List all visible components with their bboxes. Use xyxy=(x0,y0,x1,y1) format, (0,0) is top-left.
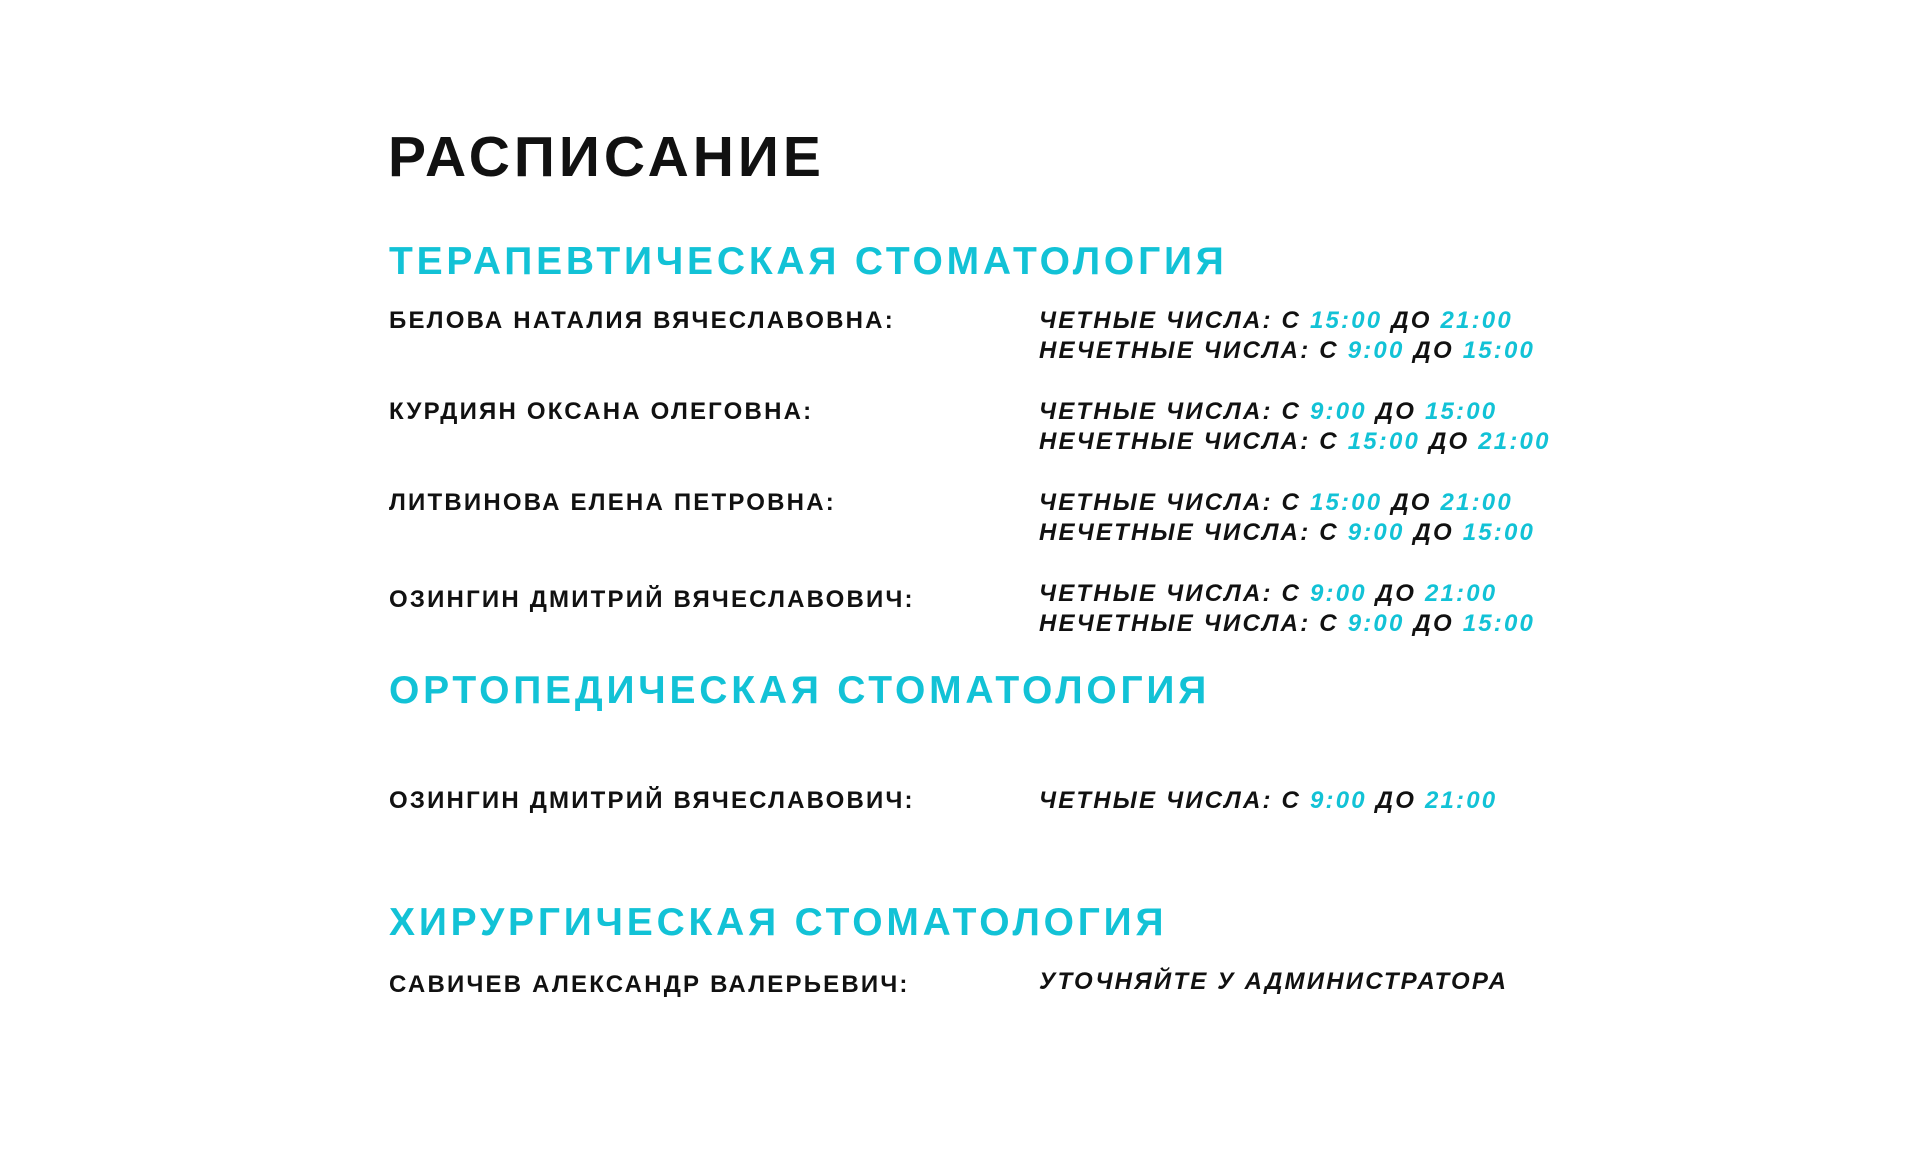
schedule-label: НЕЧЕТНЫЕ ЧИСЛА: С xyxy=(1039,337,1339,364)
schedule-sep: ДО xyxy=(1413,610,1454,637)
schedule-sep: ДО xyxy=(1375,787,1417,814)
schedule-sep: ДО xyxy=(1428,428,1470,455)
page-title: РАСПИСАНИЕ xyxy=(388,125,825,189)
time-to: 21:00 xyxy=(1440,307,1513,334)
schedule-label: ЧЕТНЫЕ ЧИСЛА: С xyxy=(1039,307,1302,334)
time-to: 21:00 xyxy=(1424,787,1498,814)
schedule-label: НЕЧЕТНЫЕ ЧИСЛА: С xyxy=(1039,519,1339,546)
schedule-note: УТОЧНЯЙТЕ У АДМИНИСТРАТОРА xyxy=(1039,968,1509,995)
time-from: 9:00 xyxy=(1347,519,1405,546)
time-from: 9:00 xyxy=(1309,580,1367,607)
time-to: 21:00 xyxy=(1424,580,1498,607)
time-to: 15:00 xyxy=(1424,398,1498,425)
schedule-label: ЧЕТНЫЕ ЧИСЛА: С xyxy=(1039,398,1302,425)
schedule-line xyxy=(1039,518,1535,548)
schedule-sep: ДО xyxy=(1391,489,1432,516)
section-title-orthopedic: ОРТОПЕДИЧЕСКАЯ СТОМАТОЛОГИЯ xyxy=(389,669,1211,712)
section-title-surgical: ХИРУРГИЧЕСКАЯ СТОМАТОЛОГИЯ xyxy=(389,901,1168,944)
schedule-line xyxy=(1039,579,1497,609)
doctor-name: БЕЛОВА НАТАЛИЯ ВЯЧЕСЛАВОВНА: xyxy=(389,307,895,334)
time-from: 9:00 xyxy=(1309,787,1367,814)
doctor-name: ЛИТВИНОВА ЕЛЕНА ПЕТРОВНА: xyxy=(389,489,836,516)
time-to: 21:00 xyxy=(1478,428,1551,455)
doctor-name: КУРДИЯН ОКСАНА ОЛЕГОВНА: xyxy=(389,398,814,425)
schedule-line xyxy=(1039,488,1513,518)
time-from: 9:00 xyxy=(1309,398,1367,425)
doctor-name: ОЗИНГИН ДМИТРИЙ ВЯЧЕСЛАВОВИЧ: xyxy=(389,787,915,814)
time-to: 15:00 xyxy=(1462,337,1536,364)
time-to: 21:00 xyxy=(1440,489,1513,516)
schedule-sep: ДО xyxy=(1413,337,1454,364)
doctor-name: САВИЧЕВ АЛЕКСАНДР ВАЛЕРЬЕВИЧ: xyxy=(389,971,910,998)
schedule-line xyxy=(1039,609,1535,639)
schedule-line xyxy=(1039,336,1535,366)
schedule-line xyxy=(1039,427,1551,457)
doctor-name: ОЗИНГИН ДМИТРИЙ ВЯЧЕСЛАВОВИЧ: xyxy=(389,586,915,613)
schedule-line xyxy=(1039,397,1497,427)
schedule-sep: ДО xyxy=(1391,307,1432,334)
schedule-line xyxy=(1039,786,1497,816)
schedule-label: ЧЕТНЫЕ ЧИСЛА: С xyxy=(1039,580,1302,607)
time-from: 15:00 xyxy=(1309,489,1383,516)
time-from: 15:00 xyxy=(1309,307,1383,334)
time-to: 15:00 xyxy=(1462,519,1536,546)
schedule-sep: ДО xyxy=(1375,398,1417,425)
schedule-label: ЧЕТНЫЕ ЧИСЛА: С xyxy=(1039,787,1302,814)
schedule-sep: ДО xyxy=(1375,580,1417,607)
schedule-label: НЕЧЕТНЫЕ ЧИСЛА: С xyxy=(1039,428,1339,455)
time-from: 9:00 xyxy=(1347,610,1405,637)
time-from: 9:00 xyxy=(1347,337,1405,364)
time-to: 15:00 xyxy=(1462,610,1536,637)
schedule-label: ЧЕТНЫЕ ЧИСЛА: С xyxy=(1039,489,1302,516)
schedule-label: НЕЧЕТНЫЕ ЧИСЛА: С xyxy=(1039,610,1339,637)
section-title-therapeutic: ТЕРАПЕВТИЧЕСКАЯ СТОМАТОЛОГИЯ xyxy=(389,240,1228,283)
time-from: 15:00 xyxy=(1347,428,1421,455)
schedule-sep: ДО xyxy=(1413,519,1454,546)
schedule-line xyxy=(1039,306,1513,336)
